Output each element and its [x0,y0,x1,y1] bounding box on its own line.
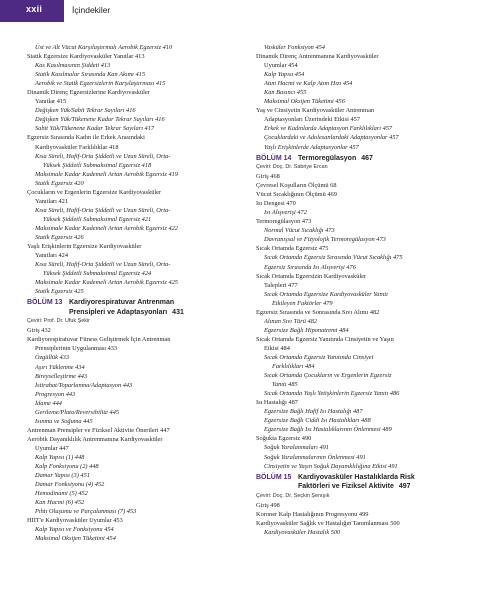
toc-subsection-entry: Sıcak Ortamda Egzersiz Yanıtında Cinsiyet [264,354,374,361]
chapter-page-number: 497 [398,483,411,491]
toc-subsection-entry: Statik Egzersiz 426 [35,233,84,241]
toc-subsection-entry: Progresyon 443 [35,390,76,398]
toc-subsection-entry: Kalp Fonksiyonu (2) 448 [35,463,99,471]
toc-subsection-entry: Değişken Yük/Tükenene Kadar Tekrar Sayıları 416 [35,116,165,124]
toc-subsection-entry: Özgüllük 433 [35,354,70,362]
page-number: xxii [26,4,43,14]
chapter-translator: Çeviri: Doç. Dr. Sabriye Ercan [256,164,328,171]
toc-subsection-entry: Aşırı Yüklenme 434 [35,363,85,371]
toc-subsection-entry: Statik Egzersiz 420 [35,179,84,187]
toc-subsection-entry: Isınma ve Soğuma 445 [35,417,93,425]
toc-subsection-entry: Normal Vücut Sıcaklığı 473 [264,227,335,235]
toc-subsection-entry: Etkileyen Faktörler 479 [272,299,333,307]
toc-subsection-entry: Gerileme/Plato/Reversibilite 445 [35,408,120,416]
toc-section-entry: Koroner Kalp Hastalığının Progresyonu 499 [256,510,369,518]
toc-subsection-entry: Egzersize Bağlı Hafif Isı Hastalığı 487 [264,408,363,416]
toc-subsection-entry: İdame 444 [35,399,62,407]
toc-subsection-entry: Maksimale Kadar Kademeli Artan Aerobik Egzersiz 419 [35,170,178,178]
toc-subsection-entry: Uyumlar 447 [35,444,69,452]
toc-subsection-entry: Hemodinami (5) 452 [35,490,88,498]
toc-subsection-entry: Statik Kasılmalar Sırasında Kan Akımı 415 [35,71,146,79]
toc-section-entry: Statik Egzersize Kardiyovasküler Yanıtlar 413 [27,53,145,61]
toc-section-entry: Egzersiz Sırasında Kadın ile Erkek Arasındaki [27,134,145,142]
toc-subsection-entry: Yüksek Şiddetli Submaksimal Egzersiz 421 [43,215,152,223]
chapter-translator: Çeviri: Prof. Dr. Ufuk Şekir [27,318,90,325]
toc-subsection-entry: Kardiyovasküler Hastalık 500 [264,528,341,536]
chapter-label: BÖLÜM 14 [256,154,292,162]
toc-section-entry: Giriş 432 [27,327,51,335]
chapter-label: BÖLÜM 13 [27,299,63,307]
toc-subsection-entry: Etkisi 484 [264,344,290,352]
toc-subsection-entry: Değişken Yük/Sabit Tekrar Sayıları 416 [35,107,136,115]
chapter-title-line [298,482,415,492]
toc-subsection-entry: Egzersize Bağlı Isı Hastalıklarının Önlenmesi 489 [264,426,392,434]
toc-subsection-entry: Sıcak Ortamda Egzersize Kardiyovasküler Yanıtı [264,290,388,298]
toc-subsection-entry: Üst ve Alt Vücut Karşılaştırmalı Aerobik Egzersiz 410 [35,44,173,51]
toc-subsection-entry: Damar Yapısı (3) 451 [35,472,90,480]
toc-subsection-entry: Kısa Süreli, Hafif-Orta Şiddetli ve Uzun Süreli, Orta- [35,206,171,214]
toc-section-entry: HIIT'e Kardiyovasküler Uyumlar 453 [27,517,123,525]
toc-subsection-entry: Yaşlı Erişkinlerde Adaptasyonlar 457 [264,143,359,151]
toc-subsection-entry: Davranışsal ve Fizyolojik Termoregülasyon 473 [264,236,386,244]
toc-section-entry: Yaş ve Cinsiyetin Kardiyovasküler Antrenman [256,107,375,115]
toc-left-column [27,43,252,543]
toc-subsection-entry: Maksimal Oksijen Tüketimi 454 [35,535,116,543]
toc-subsection-entry: Soğuk Yaralanmaları 491 [264,444,329,452]
toc-subsection-entry: Prensiplerinin Uygulanması 433 [35,345,118,353]
chapter-title-line [69,308,184,318]
toc-subsection-entry: Kan Hacmi (6) 452 [35,499,85,507]
toc-subsection-entry: Alınan Sıvı Türü 482 [264,317,318,325]
toc-section-entry: Egzersiz Sırasında ve Sonrasında Sıvı Alımı 482 [256,308,380,316]
toc-subsection-entry: Çocuklardaki ve Adolesanlardaki Adaptasyonlar 457 [264,134,399,142]
toc-subsection-entry: Sıcak Ortamda Egzersiz Sırasında Vücut Sıcaklığı 475 [264,254,403,262]
toc-subsection-entry: Yüksek Şiddetli Submaksimal Egzersiz 424 [43,270,152,278]
chapter-page-number: 431 [172,308,184,316]
toc-subsection-entry: Adaptasyonları Üzerindeki Etkisi 457 [264,116,361,124]
toc-subsection-entry: Kas Kasılmasının Şiddeti 413 [35,62,111,70]
toc-subsection-entry: Sıcak Ortamda Yaşlı Yetişkinlerin Egzersiz Yanıtı 486 [264,390,400,398]
chapter-heading [256,473,481,492]
toc-section-entry: Sıcak Ortamda Egzersiz 475 [256,245,329,253]
toc-subsection-entry: Yanıtları 424 [35,252,69,260]
toc-section-entry: Isı Dengesi 470 [256,200,296,208]
toc-subsection-entry: Statik Egzersiz 425 [35,288,84,296]
toc-section-entry: Kardiyovasküler Sağlık ve Hastalığın Tanımlanması 500 [256,519,400,527]
chapter-title-text: Faktörleri ve Fiziksel Aktivite [298,483,394,491]
toc-subsection-entry: Sabit Yük/Tükenene Kadar Tekrar Sayıları 417 [35,125,155,133]
toc-subsection-entry: Bireyselleştirme 443 [35,372,88,380]
page-header [0,0,501,22]
toc-subsection-entry: Kardiyovasküler Farklılıklar 418 [35,143,119,151]
chapter-title-line [69,298,184,308]
toc-subsection-entry: Damar Fonksiyonu (4) 452 [35,481,105,489]
toc-section-entry: Soğukta Egzersiz 490 [256,435,312,443]
toc-section-entry: Termoregülasyon 473 [256,218,312,226]
toc-subsection-entry: Kısa Süreli, Hafif-Orta Şiddetli ve Uzun Süreli, Orta- [35,152,171,160]
chapter-heading [27,298,252,317]
toc-subsection-entry: Atım Hacmi ve Kalp Atım Hızı 454 [264,80,353,88]
toc-section-entry: Yaşlı Erişkinlerin Egzersize Kardiyovasküler [27,243,142,251]
toc-subsection-entry: Pıhtı Oluşumu ve Parçalanması (7) 453 [35,508,137,516]
toc-subsection-entry: Egzersize Bağlı Hiponatremi 484 [264,326,349,334]
toc-subsection-entry: Farklılıkları 484 [272,363,315,371]
toc-section-entry: Dinamik Direnç Antrenmanına Kardiyovasküler [256,53,379,61]
chapter-heading [256,154,481,164]
toc-section-entry: Giriş 468 [256,173,280,181]
chapter-title-text: Prensipleri ve Adaptasyonları [69,308,168,316]
toc-section-entry: Giriş 498 [256,501,280,509]
toc-section-entry: Sıcak Ortamda Egzersiz Yanıtında Cinsiyetin ve Yaşın [256,335,394,343]
toc-subsection-entry: Kısa Süreli, Hafif-Orta Şiddetli ve Uzun Süreli, Orta- [35,261,171,269]
chapter-title-text: Kardiyorespiratuvar Antrenman [69,299,175,307]
toc-section-entry: Isı Hastalığı 487 [256,399,298,407]
toc-subsection-entry: Kalp Yapısı 454 [264,71,305,79]
toc-right-column [256,43,481,537]
toc-subsection-entry: Cinsiyetin ve Yaşın Soğuk Dayanıklılığına Etkisi 491 [264,462,398,470]
toc-subsection-entry: Uyumlar 454 [264,62,298,70]
toc-subsection-entry: Sıcak Ortamda Çocukların ve Ergenlerin Egzersiz [264,372,392,380]
running-header-title: İçindekiler [72,5,111,15]
toc-section-entry: Sıcak Ortamda Egzersizin Kardiyovasküler [256,272,367,280]
toc-subsection-entry: Isı Alışverişi 472 [264,209,307,217]
toc-subsection-entry: Kan Basıncı 455 [264,89,307,97]
chapter-label: BÖLÜM 15 [256,473,292,481]
toc-subsection-entry: Egzersiz Sırasında Isı Alışverişi 476 [264,263,356,271]
chapter-title [69,298,184,317]
toc-subsection-entry: Yanıtları 421 [35,197,69,205]
toc-section-entry: Vücut Sıcaklığının Ölçümü 469 [256,191,337,199]
toc-subsection-entry: Soğuk Yaralanmalarının Önlenmesi 491 [264,453,366,461]
chapter-title [298,154,373,164]
toc-subsection-entry: Maksimale Kadar Kademeli Artan Aerobik Egzersiz 422 [35,224,178,232]
toc-subsection-entry: Kalp Yapısı (1) 448 [35,453,85,461]
toc-subsection-entry: Yüksek Şiddetli Submaksimal Egzersiz 418 [43,161,152,169]
toc-section-entry: Kardiyorespiratuvar Fitness Geliştirmek İçin Antrenman [27,336,171,344]
toc-section-entry: Çocukların ve Ergenlerin Egzersize Kardiyovasküler [27,188,162,196]
chapter-title-line [298,154,373,164]
toc-subsection-entry: Yanıtlar 415 [35,98,67,106]
toc-section-entry: Dinamik Direnç Egzersizlerine Kardiyovasküler [27,89,150,97]
toc-section-entry: Antrenman Prensipler ve Fiziksel Aktivite Önerileri 447 [27,426,170,434]
toc-subsection-entry: Yanıtı 485 [272,381,298,389]
toc-subsection-entry: Vasküler Fonksiyon 454 [264,44,325,51]
toc-subsection-entry: Kalp Yapısı ve Fonksiyonu 454 [35,526,114,534]
toc-subsection-entry: Aerobik ve Statik Egzersizlerin Karşılaştırması 415 [35,80,166,88]
toc-section-entry: Çevresel Koşulların Ölçümü 68 [256,182,337,190]
chapter-title-line [298,473,415,483]
chapter-title-text: Termoregülasyon [298,154,357,162]
chapter-title-text: Kardiyovasküler Hastalıklarda Risk [298,473,415,481]
toc-subsection-entry: İstirahat/Toparlanma/Adaptasyon 443 [35,381,133,389]
toc-subsection-entry: Egzersize Bağlı Ciddi Isı Hastalıkları 488 [264,417,371,425]
page-number-tab [0,0,64,22]
toc-subsection-entry: Erkek ve Kadınlarda Adaptasyon Farklılıkları 457 [264,125,393,133]
chapter-page-number: 467 [361,154,373,162]
toc-subsection-entry: Maksimale Kadar Kademeli Artan Aerobik Egzersiz 425 [35,279,178,287]
chapter-translator: Çeviri: Doç. Dr. Seçkin Şenışık [256,492,330,499]
chapter-title [298,473,415,492]
toc-section-entry: Aerobik Dayanıklılık Antrenmanına Kardiyovasküler [27,435,163,443]
toc-subsection-entry: Maksimal Oksijen Tüketimi 456 [264,98,345,106]
toc-subsection-entry: Talepleri 477 [264,281,298,289]
